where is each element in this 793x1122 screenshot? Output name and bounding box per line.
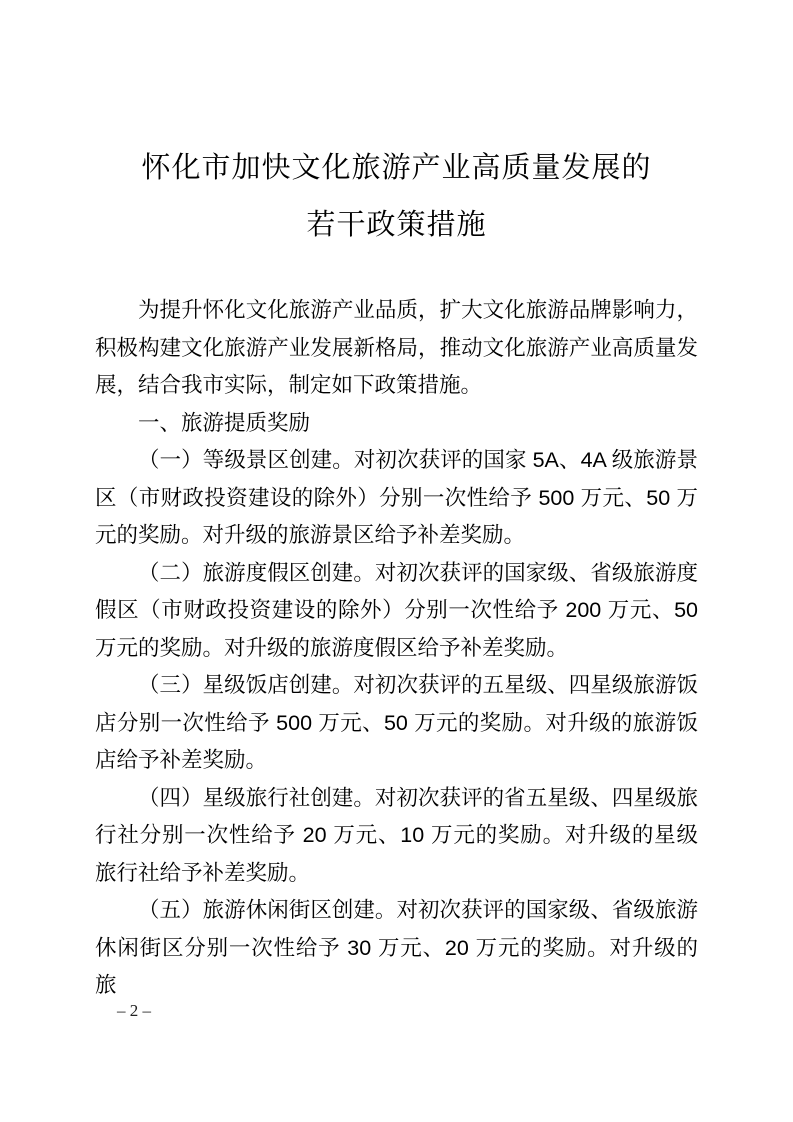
paragraph-item-5-leisure-blocks: （五）旅游休闲街区创建。对初次获评的国家级、省级旅游休闲街区分别一次性给予 30 万元、20 万元的奖励。对升级的旅 bbox=[95, 898, 698, 997]
paragraph-item-4-travel-agencies: （四）星级旅行社创建。对初次获评的省五星级、四星级旅行社分别一次性给予 20 万元、10 万元的奖励。对升级的星级旅行社给予补差奖励。 bbox=[95, 785, 698, 885]
document-title-line-2: 若干政策措施 bbox=[306, 209, 487, 241]
paragraph-intro: 为提升怀化文化旅游产业品质，扩大文化旅游品牌影响力，积极构建文化旅游产业发展新格局，推动文化旅游产业高质量发展，结合我市实际，制定如下政策措施。 bbox=[95, 298, 698, 397]
page-number: – 2 – bbox=[117, 1001, 151, 1020]
document-title bbox=[95, 140, 698, 254]
section-heading-1: 一、旅游提质奖励 bbox=[138, 410, 311, 435]
paragraph-item-3-star-hotels: （三）星级饭店创建。对初次获评的五星级、四星级旅游饭店分别一次性给予 500 万元、50 万元的奖励。对升级的旅游饭店给予补差奖励。 bbox=[95, 673, 698, 772]
paragraph-item-2-resorts: （二）旅游度假区创建。对初次获评的国家级、省级旅游度假区（市财政投资建设的除外）分别一次性给予 200 万元、50 万元的奖励。对升级的旅游度假区给予补差奖励。 bbox=[95, 560, 698, 660]
document-title-line-1: 怀化市加快文化旅游产业高质量发展的 bbox=[141, 152, 652, 184]
paragraph-item-1-scenic-areas: （一）等级景区创建。对初次获评的国家 5A、4A 级旅游景区（市财政投资建设的除外）分别一次性给予 500 万元、50 万元的奖励。对升级的旅游景区给予补差奖励。 bbox=[95, 448, 698, 547]
document-body bbox=[95, 292, 698, 1005]
